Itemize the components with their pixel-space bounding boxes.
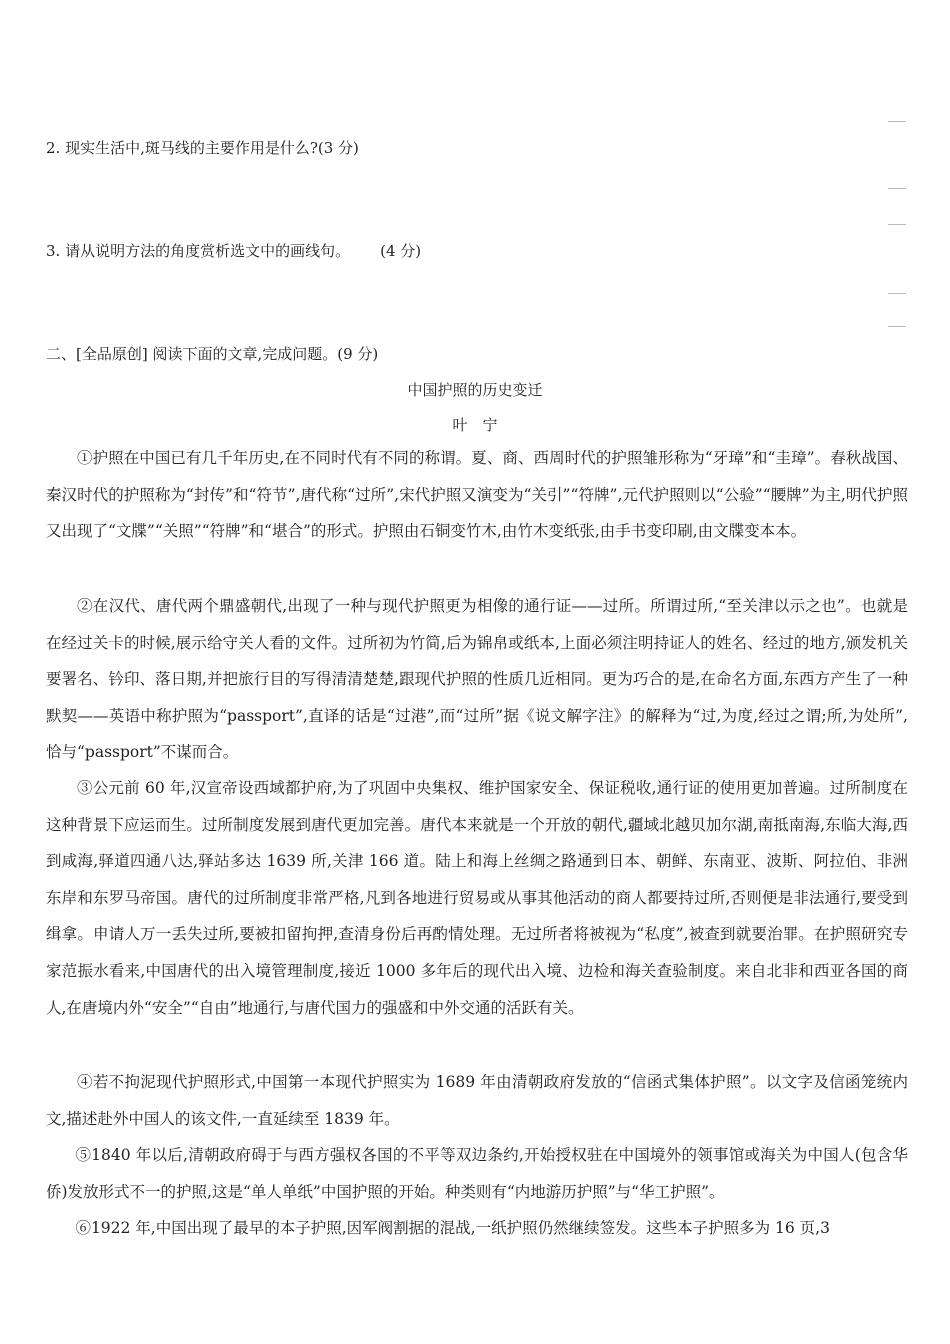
paragraph-4: ④若不拘泥现代护照形式,中国第一本现代护照实为 1689 年由清朝政府发放的“信函式集体护照”。以文字及信函笼统内文,描述赴外中国人的该文件,一直延续至 1839 年。 <box>46 1073 908 1128</box>
section-heading: 二、[全品原创] 阅读下面的文章,完成问题。(9 分) <box>46 345 379 363</box>
margin-mark <box>888 293 906 294</box>
article-title: 中国护照的历史变迁 <box>407 381 543 399</box>
question-2-text: 2. 现实生活中,斑马线的主要作用是什么?(3 分) <box>46 139 359 157</box>
question-3-text: 3. 请从说明方法的角度赏析选文中的画线句。 <box>46 242 351 260</box>
paragraph-6: ⑥1922 年,中国出现了最早的本子护照,因军阀割据的混战,一纸护照仍然继续签发。这些本子护照多为 16 页,3 <box>75 1219 830 1237</box>
article-author: 叶 宁 <box>452 416 498 434</box>
question-3-score: (4 分) <box>380 242 422 260</box>
question-3 <box>46 241 421 261</box>
margin-mark <box>888 121 906 122</box>
question-2 <box>46 138 359 158</box>
paragraph-3: ③公元前 60 年,汉宣帝设西域都护府,为了巩固中央集权、维护国家安全、保证税收,通行证的使用更加普遍。过所制度在这种背景下应运而生。过所制度发展到唐代更加完善。唐代本来就是一个开放的朝代,疆域北越贝加尔湖,南抵南海,东临大海,西到咸海,驿道四通八达,驿站多达 1639 所,关津 166 道。陆上和海上丝绸之路通到日本、朝鲜、东南亚、波斯、阿拉伯、非洲东岸和东罗马帝国。唐代的过所制度非常严格,凡到各地进行贸易或从事其他活动的商人都要持过所,否则便是非法通行,要受到缉拿。申请人万一丢失过所,要被扣留拘押,查清身份后再酌情处理。无过所者将被视为“私度”,被查到就要治罪。在护照研究专家范振水看来,中国唐代的出入境管理制度,接近 1000 多年后的现代出入境、边检和海关查验制度。来自北非和西亚各国的商人,在唐境内外“安全”“自由”地通行,与唐代国力的强盛和中外交通的活跃有关。 <box>46 779 908 1017</box>
paragraph-5: ⑤1840 年以后,清朝政府碍于与西方强权各国的不平等双边条约,开始授权驻在中国境外的领事馆或海关为中国人(包含华侨)发放形式不一的护照,这是“单人单纸”中国护照的开始。种类则有“内地游历护照”与“华工护照”。 <box>46 1146 908 1201</box>
margin-mark <box>888 224 906 225</box>
margin-mark <box>888 326 906 327</box>
margin-mark <box>888 188 906 189</box>
paragraph-1: ①护照在中国已有几千年历史,在不同时代有不同的称谓。夏、商、西周时代的护照雏形称为“牙璋”和“圭璋”。春秋战国、秦汉时代的护照称为“封传”和“符节”,唐代称“过所”,宋代护照又演变为“关引”“符牌”,元代护照则以“公验”“腰牌”为主,明代护照又出现了“文牒”“关照”“符牌”和“堪合”的形式。护照由石铜变竹木,由竹木变纸张,由手书变印刷,由文牒变本本。 <box>46 449 908 541</box>
paragraph-2: ②在汉代、唐代两个鼎盛朝代,出现了一种与现代护照更为相像的通行证——过所。所谓过所,“至关津以示之也”。也就是在经过关卡的时候,展示给守关人看的文件。过所初为竹简,后为锦帛或纸本,上面必须注明持证人的姓名、经过的地方,颁发机关要署名、钤印、落日期,并把旅行目的写得清清楚楚,跟现代护照的性质几近相同。更为巧合的是,在命名方面,东西方产生了一种默契——英语中称护照为“passport”,直译的话是“过港”,而“过所”据《说文解字注》的解释为“过,为度,经过之谓;所,为处所”,恰与“passport”不谋而合。 <box>46 597 908 762</box>
